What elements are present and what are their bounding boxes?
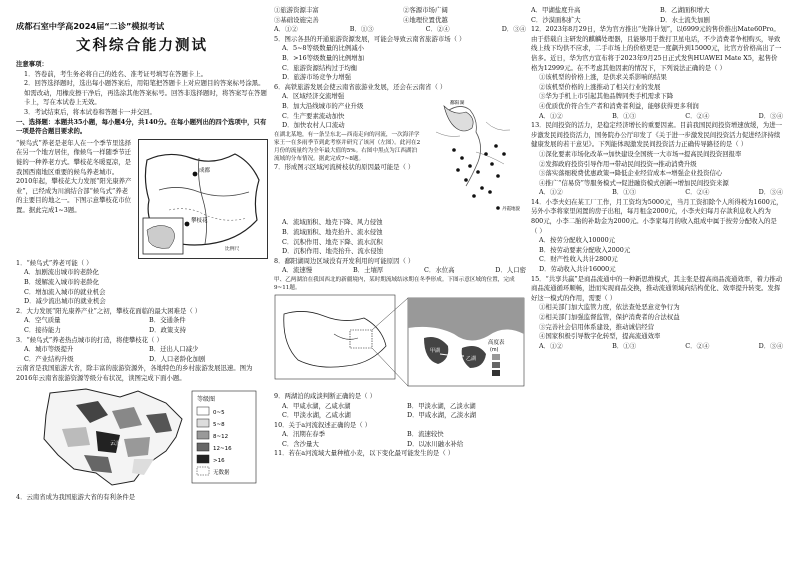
q12-option-a: A．①②: [539, 111, 563, 120]
q10-option-d: D．以冰川融水补给: [407, 439, 464, 448]
map-panzhihua-svg: [139, 140, 267, 258]
map-panzhihua: [138, 139, 268, 259]
q4-item-2: ②客源市场广阔: [403, 6, 448, 14]
q13-stem: 13．民间投资的活力，是稳定经济增长的重要因素。目前我国民间投资增速放缓，为进一步激发民间投资活力，国务院办公厅印发了《关于进一步激发民间投资活力促进经济持续健康发展的若干意见》。下列能体现激发民间投资活力正确传导路径的是（ ）: [531, 121, 782, 149]
q4-item-4: ④地理位置优越: [403, 15, 448, 24]
map-label-lake-b: 乙湖: [466, 355, 477, 362]
q4-item-3: ③基础设施完善: [274, 15, 319, 24]
q12-item-3: ③华为手机上市引起其他品牌同类手机需求下降: [539, 92, 674, 101]
q3-option-c: C．产业结构升级: [24, 354, 74, 363]
q7-stem: 7．形成图示区域河流树枝状的原因最可能是（ ）: [274, 162, 415, 171]
q9-option-b: B．甲淡水湖，乙淡水湖: [407, 401, 476, 410]
q7-option-c: C．沉积作用、地壳下降、流水沉积: [282, 237, 383, 246]
q11-option-a: A．甲湖盐度升高: [531, 6, 581, 14]
q10-option-c: C．含沙量大: [282, 439, 319, 448]
q1-stem: 1．“候鸟式”养老可能（ ）: [16, 258, 93, 267]
q8-option-d: D．人口密: [495, 266, 526, 275]
q13-item-3: ③落实落细税费优惠政策→降低企业经营成本→增强企业投资信心: [539, 169, 723, 178]
map-yunnan-svg: [16, 385, 268, 491]
q3-option-d: D．人口老龄化加剧: [149, 354, 206, 363]
q7-option-b: B．流域面积、地壳抬升、流水侵蚀: [282, 227, 383, 236]
q13-option-a: A．①②: [539, 188, 563, 197]
q15-item-1: ①相关部门加大监管力度，依法查处恶意竞争行为: [539, 303, 680, 312]
q6-stem: 6．高铁旅游发展会使云南省旅游业发展，还会在云南省（ ）: [274, 82, 447, 91]
q5-option-b: B．>16等级数量的比例增加: [282, 53, 365, 62]
q6-option-a: A．区域经济交流增强: [282, 92, 345, 101]
q1-option-d: D．减少流出城市的就业机会: [24, 297, 106, 306]
section-1-heading: 一、选择题：本题共35小题，每小题4分，共140分。在每小题列出的四个选项中，只有一项是符合题目要求的。: [16, 117, 267, 136]
q2-option-d: D．政策支持: [149, 325, 187, 334]
q14-option-a: A．按劳分配收入10000元: [539, 236, 616, 245]
map-label-panzhihua: 攀枝花: [191, 217, 208, 224]
q5-option-a: A．5~8等级数量的比例减小: [282, 44, 365, 53]
map-poyang-svg: [426, 92, 526, 218]
q7-option-a: A．流域面积、地壳下降、风力侵蚀: [282, 218, 383, 227]
q4-option-a: A．①②: [274, 25, 298, 34]
q11-stem: 11．若在a河流域大量种植小麦，以下变化最可能发生的是（ ）: [274, 449, 455, 458]
q7-option-d: D．沉积作用、地壳抬升、流水侵蚀: [282, 247, 383, 256]
q14-stem: 14．小李夫妇在某工厂工作，月工资均为5000元，当月工资扣除个人所得税为1600元，另外小李将家里闲置的房子出租，每月租金2000元，小李夫妇每月存款利息收入约为800元，小李二胎的补助金为2000元。小李家每月的收入组成中属于按劳分配收入的是（ ）: [531, 197, 783, 235]
q2-option-a: A．空气质量: [24, 316, 61, 325]
legend-item-2: 5~8: [213, 422, 225, 429]
q14-option-b: B．按劳动要素分配收入2000元: [539, 245, 631, 254]
map-poyang: [426, 92, 526, 218]
q6-option-c: C．生产要素流动加快: [282, 111, 345, 120]
q14-option-c: C．财产性收入共计2800元: [539, 255, 618, 264]
q11-option-c: C．沙漠面积扩大: [531, 15, 581, 24]
exam-title: 文科综合能力测试: [76, 38, 208, 54]
q15-option-c: C．②④: [685, 341, 710, 350]
q9-stem: 9．两湖泊的咸淡判断正确的是（ ）: [274, 391, 376, 400]
q13-option-c: C．②④: [685, 188, 710, 197]
q10-option-b: B．流速较快: [407, 430, 444, 439]
q12-item-2: ②该机型价格的上涨推动了相关行业的发展: [539, 82, 661, 91]
q2-option-b: B．交通条件: [149, 316, 186, 325]
column-1: [16, 6, 268, 558]
q6-option-b: B．加大沿线城市的产业升级: [282, 101, 364, 110]
q13-item-4: ④推广“信易贷”等服务模式→促进融资模式创新→增加民间投资来源: [539, 178, 729, 187]
q9-option-d: D．甲咸水湖，乙淡水湖: [407, 411, 477, 420]
q2-option-c: C．接待能力: [24, 325, 61, 334]
q5-stem: 5．图示各县的开通旅游资源发展，可能会导致云南省旅游市场（ ）: [274, 34, 466, 43]
exam-header: 成都石室中学高2024届“二诊”模拟考试: [16, 21, 165, 31]
map-legend-unit: (m): [490, 347, 499, 353]
legend-item-1: 0~5: [213, 410, 225, 417]
q12-option-d: D．③④: [758, 111, 783, 120]
legend-item-6: 无数据: [213, 470, 230, 477]
column-2: [274, 6, 526, 558]
q15-item-2: ②相关部门加强监督监管，保护消费者的合法权益: [539, 313, 680, 321]
notes-heading: 注意事项：: [16, 60, 48, 68]
q12-item-4: ④优质优价符合生产者和消费者利益，能够获得更多利润: [539, 101, 699, 110]
q9-option-c: C．甲淡水湖，乙咸水湖: [282, 411, 351, 420]
q5-option-c: C．旅游资源结构过于均衡: [282, 63, 358, 72]
legend-item-4: 12~16: [213, 446, 232, 453]
q15-stem: 15．“共享共赢”是商品流通中的一种新思维模式，其主张是提高商品流通效率，着力推动商品流通循环顺畅，进而实现商品交换，推动流通领域向结构优化、效率提升转变。发挥好这一模式的作用，需要（ ）: [531, 274, 783, 302]
q9-option-a: A．甲咸水湖，乙咸水湖: [282, 401, 351, 410]
q12-option-c: C．②④: [685, 111, 710, 120]
map-label-lake-a: 甲湖: [430, 347, 441, 354]
passage-1: “候鸟式”养老是老年人在一个季节里选择在另一个地方居住，像候鸟一样随季节迁徙的一种养老方式。攀枝花冬暖夏凉，是我国西南地区重要的候鸟养老城市。2010年起，攀枝花大力发展“阳光康养产业”，已经成为川滇结合部“候鸟式”养老的主要目的地之一。下图示意攀枝花市位置。据此完成1~3题。: [16, 138, 132, 214]
passage-4: 甲、乙两湖泊在我国西北的新疆境内，某时期流域结冰期在冬季形成。下图示意区域的位置，完成9~11题。: [274, 276, 515, 291]
legend-item-5: >16: [213, 458, 225, 465]
map-legend-danxia: 丹霞地貌: [502, 207, 520, 213]
q1-option-b: B．缓解流入城市的老龄化: [24, 277, 99, 286]
q8-option-b: B．土壤厚: [352, 266, 384, 275]
q4-option-d: D．③④: [501, 25, 526, 34]
legend-item-3: 8~12: [213, 434, 229, 441]
map-label-chengdu: 成都: [199, 167, 211, 174]
note-2: 2．回答选择题时，选出每小题答案后，用铅笔把答题卡上对应题目的答案标号涂黑。如需改动，用橡皮擦干净后，再选涂其他答案标号。回答非选择题时，将答案写在答题卡上，写在本试卷上无效。: [24, 79, 267, 107]
q1-option-c: C．增加流入城市的就业机会: [24, 287, 106, 296]
q11-option-d: D．水土流失加剧: [660, 15, 710, 24]
q15-item-3: ③完善社会信用体系建设，推动诚信经营: [539, 322, 655, 331]
q10-stem: 10．关于a河流叙述正确的是（ ）: [274, 420, 372, 429]
q4-option-c: C．②④: [425, 25, 450, 34]
q3-stem: 3．“候鸟式”养老热点城市的打造，将使攀枝花（ ）: [16, 335, 163, 344]
map-yunnan: [16, 385, 268, 491]
q3-option-a: A．城市等级提升: [24, 345, 74, 354]
q13-option-b: B．①③: [612, 188, 636, 197]
map-label-yunnan: 云南: [110, 440, 123, 448]
q2-stem: 2．大力发展“阳光康养产业”之初，攀枝花面临的最大困难是（ ）: [16, 306, 202, 315]
q11-option-b: B．乙湖面积增大: [660, 6, 710, 14]
q1-option-a: A．加剧流出城市的老龄化: [24, 268, 99, 277]
column-3: [531, 6, 783, 558]
passage-3: 在湖北某地，有一条呈东北—西南走向的河流，一次海洋学家王一在多雨季节到此考察并研究了该河（左图）。此河在2月份的流量约为全年最大值的5%。右图中黑点为江西湖泊流域的分布情况。据此完成7~8题。: [274, 131, 421, 162]
q15-option-b: B．①③: [612, 341, 636, 350]
map-legend-title: 高度表: [488, 339, 505, 346]
q8-option-a: A．流速慢: [282, 266, 313, 275]
map-lakes: [274, 294, 526, 392]
q10-option-a: A．汛期在春季: [282, 430, 325, 439]
q6-option-d: D．加快农村人口流动: [282, 121, 345, 130]
map-label-poyang: 鄱阳湖: [450, 101, 465, 107]
q12-stem: 12．2023年8月29日，华为官方推出“先锋计划”，以6999元的售价推出Mate60Pro。由于搭载自主研发的麒麟处理器，且能够用于拨打卫星电话，不少消费者争相购买，导致线上线下均供不应求，二手市场上的价格更是一度飙升到15000元，比官方价格高出了一倍多。近日，华为官方宣布将于2023年9月25日正式发售HUAWEI Mate X5，起售价格为12999元。在不考虑其他因素的情况下，下列说法正确的是（ ）: [531, 25, 782, 72]
q15-item-4: ④国家积极引导数字化转型，提高流通效率: [539, 332, 661, 341]
passage-2: 云南省是我国旅游大省，除丰富的旅游资源外，各地特色的乡村旅游发展迅速。图为2016年云南省旅游资源等级分布状况，读图完成下面小题。: [16, 364, 253, 382]
q13-item-2: ②发挥政府投资引导作用→带动民间投资→推动消费升级: [539, 159, 697, 168]
q8-stem: 8．鄱阳湖周边区域没有开发利用的可能原因（ ）: [274, 256, 415, 265]
q8-option-c: C．水位高: [424, 266, 455, 275]
q4-option-b: B．①③: [349, 25, 374, 34]
q3-option-b: B．迁出人口减少: [149, 345, 199, 354]
map-lakes-svg: [274, 294, 526, 392]
q4-item-1: ①旅游资源丰富: [274, 6, 319, 14]
q15-option-a: A．①②: [539, 341, 563, 350]
q13-item-1: ①深化要素市场化改革→加快建设全国统一大市场→提高民间投资回报率: [539, 149, 742, 158]
q13-option-d: D．③④: [758, 188, 783, 197]
q14-option-d: D．劳动收入共计16000元: [539, 265, 616, 274]
note-1: 1．答卷前，考生务必将自己的姓名、准考证号填写在答题卡上。: [24, 69, 208, 78]
q15-option-d: D．③④: [758, 341, 783, 350]
map-label-scale: 比例尺: [225, 246, 240, 252]
q4-stem: 4．云南省成为我国旅游大省的有利条件是: [16, 493, 136, 502]
note-3: 3．考试结束后，将本试卷和答题卡一并交回。: [24, 107, 156, 116]
q12-option-b: B．①③: [612, 111, 636, 120]
legend-title: 等级图: [197, 396, 216, 404]
q12-item-1: ①该机型的价格上涨，是供求关系影响的结果: [539, 73, 667, 82]
q5-option-d: D．旅游市场竞争力增强: [282, 73, 352, 82]
